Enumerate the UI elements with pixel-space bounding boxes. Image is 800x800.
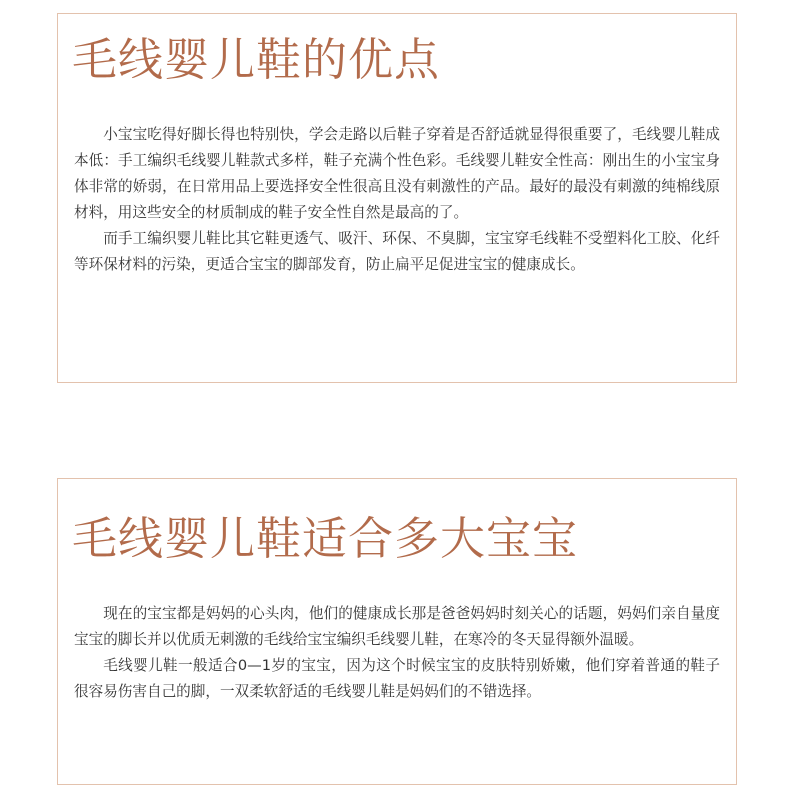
age-suitability-card	[57, 478, 737, 785]
section-title: 毛线婴儿鞋的优点	[72, 33, 441, 86]
paragraph: 小宝宝吃得好脚长得也特别快，学会走路以后鞋子穿着是否舒适就显得很重要了，毛线婴儿鞋成本低：手工编织毛线婴儿鞋款式多样，鞋子充满个性色彩。毛线婴儿鞋安全性高：刚出生的小宝宝身体非常的娇弱，在日常用品上要选择安全性很高且没有刺激性的产品。最好的最没有刺激的纯棉线原材料，用这些安全的材质制成的鞋子安全性自然是最高的了。	[74, 126, 720, 221]
paragraph: 而手工编织婴儿鞋比其它鞋更透气、吸汗、环保、不臭脚，宝宝穿毛线鞋不受塑料化工胶、化纤等环保材料的污染，更适合宝宝的脚部发育，防止扁平足促进宝宝的健康成长。	[74, 230, 720, 273]
section-body	[74, 122, 720, 278]
section-title: 毛线婴儿鞋适合多大宝宝	[72, 512, 579, 565]
paragraph: 毛线婴儿鞋一般适合0—1岁的宝宝，因为这个时候宝宝的皮肤特别娇嫩，他们穿着普通的鞋子很容易伤害自己的脚，一双柔软舒适的毛线婴儿鞋是妈妈们的不错选择。	[74, 657, 720, 700]
paragraph: 现在的宝宝都是妈妈的心头肉，他们的健康成长那是爸爸妈妈时刻关心的话题，妈妈们亲自量度宝宝的脚长并以优质无刺激的毛线给宝宝编织毛线婴儿鞋，在寒冷的冬天显得额外温暖。	[74, 605, 720, 648]
section-body	[74, 601, 720, 705]
advantages-card	[57, 13, 737, 383]
